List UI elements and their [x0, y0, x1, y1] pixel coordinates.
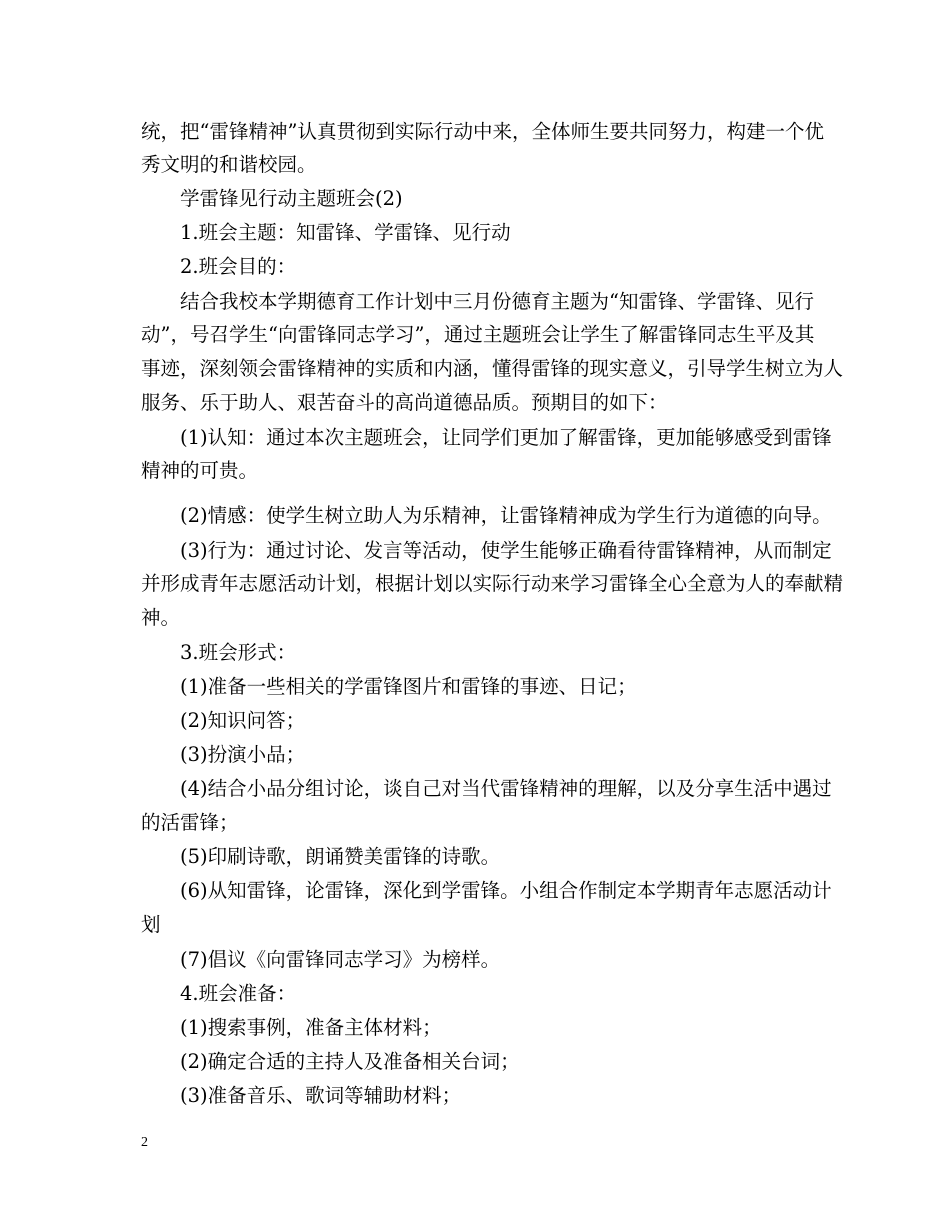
list-item: (1)准备一些相关的学雷锋图片和雷锋的事迹、日记； [180, 675, 637, 698]
list-item: (2)确定合适的主持人及准备相关台词； [180, 1050, 520, 1073]
list-item: (5)印刷诗歌，朗诵赞美雷锋的诗歌。 [180, 845, 501, 868]
paragraph-line: 4.班会准备： [180, 982, 297, 1005]
paragraph-line: (2)情感：使学生树立助人为乐精神，让雷锋精神成为学生行为道德的向导。 [180, 504, 832, 527]
list-item: 的活雷锋； [141, 811, 239, 834]
section-title: 学雷锋见行动主题班会(2) [180, 187, 403, 210]
list-item: (2)知识问答； [180, 709, 306, 732]
paragraph-line: 秀文明的和谐校园。 [141, 153, 317, 176]
list-item: (3)准备音乐、歌词等辅助材料； [180, 1084, 462, 1107]
list-item: (4)结合小品分组讨论，谈自己对当代雷锋精神的理解，以及分享生活中遇过 [180, 777, 832, 800]
page-number: 2 [141, 1135, 148, 1150]
list-item: 划 [141, 913, 161, 936]
paragraph-line: (3)行为：通过讨论、发言等活动，使学生能够正确看待雷锋精神，从而制定 [180, 539, 832, 562]
list-item: (6)从知雷锋，论雷锋，深化到学雷锋。小组合作制定本学期青年志愿活动计 [180, 879, 832, 902]
list-item: (1)搜索事例，准备主体材料； [180, 1016, 442, 1039]
paragraph-line: 精神的可贵。 [141, 459, 259, 482]
list-item: (7)倡议《向雷锋同志学习》为榜样。 [180, 948, 501, 971]
paragraph-line: 3.班会形式： [180, 641, 297, 664]
paragraph-line: 2.班会目的： [180, 255, 297, 278]
paragraph-line: 神。 [141, 606, 181, 629]
paragraph-line: 事迹，深刻领会雷锋精神的实质和内涵，懂得雷锋的现实意义，引导学生树立为人 [141, 357, 844, 380]
paragraph-line: 结合我校本学期德育工作计划中三月份德育主题为“知雷锋、学雷锋、见行 [180, 290, 814, 313]
paragraph-line: 服务、乐于助人、艰苦奋斗的高尚道德品质。预期目的如下： [141, 391, 668, 414]
paragraph-line: (1)认知：通过本次主题班会，让同学们更加了解雷锋，更加能够感受到雷锋 [180, 426, 832, 449]
paragraph-line: 动”，号召学生“向雷锋同志学习”，通过主题班会让学生了解雷锋同志生平及其 [141, 323, 815, 346]
paragraph-line: 并形成青年志愿活动计划，根据计划以实际行动来学习雷锋全心全意为人的奉献精 [141, 572, 844, 595]
list-item: (3)扮演小品； [180, 743, 306, 766]
paragraph-line: 1.班会主题：知雷锋、学雷锋、见行动 [180, 221, 511, 244]
paragraph-line: 统，把“雷锋精神”认真贯彻到实际行动中来，全体师生要共同努力，构建一个优 [141, 120, 824, 143]
